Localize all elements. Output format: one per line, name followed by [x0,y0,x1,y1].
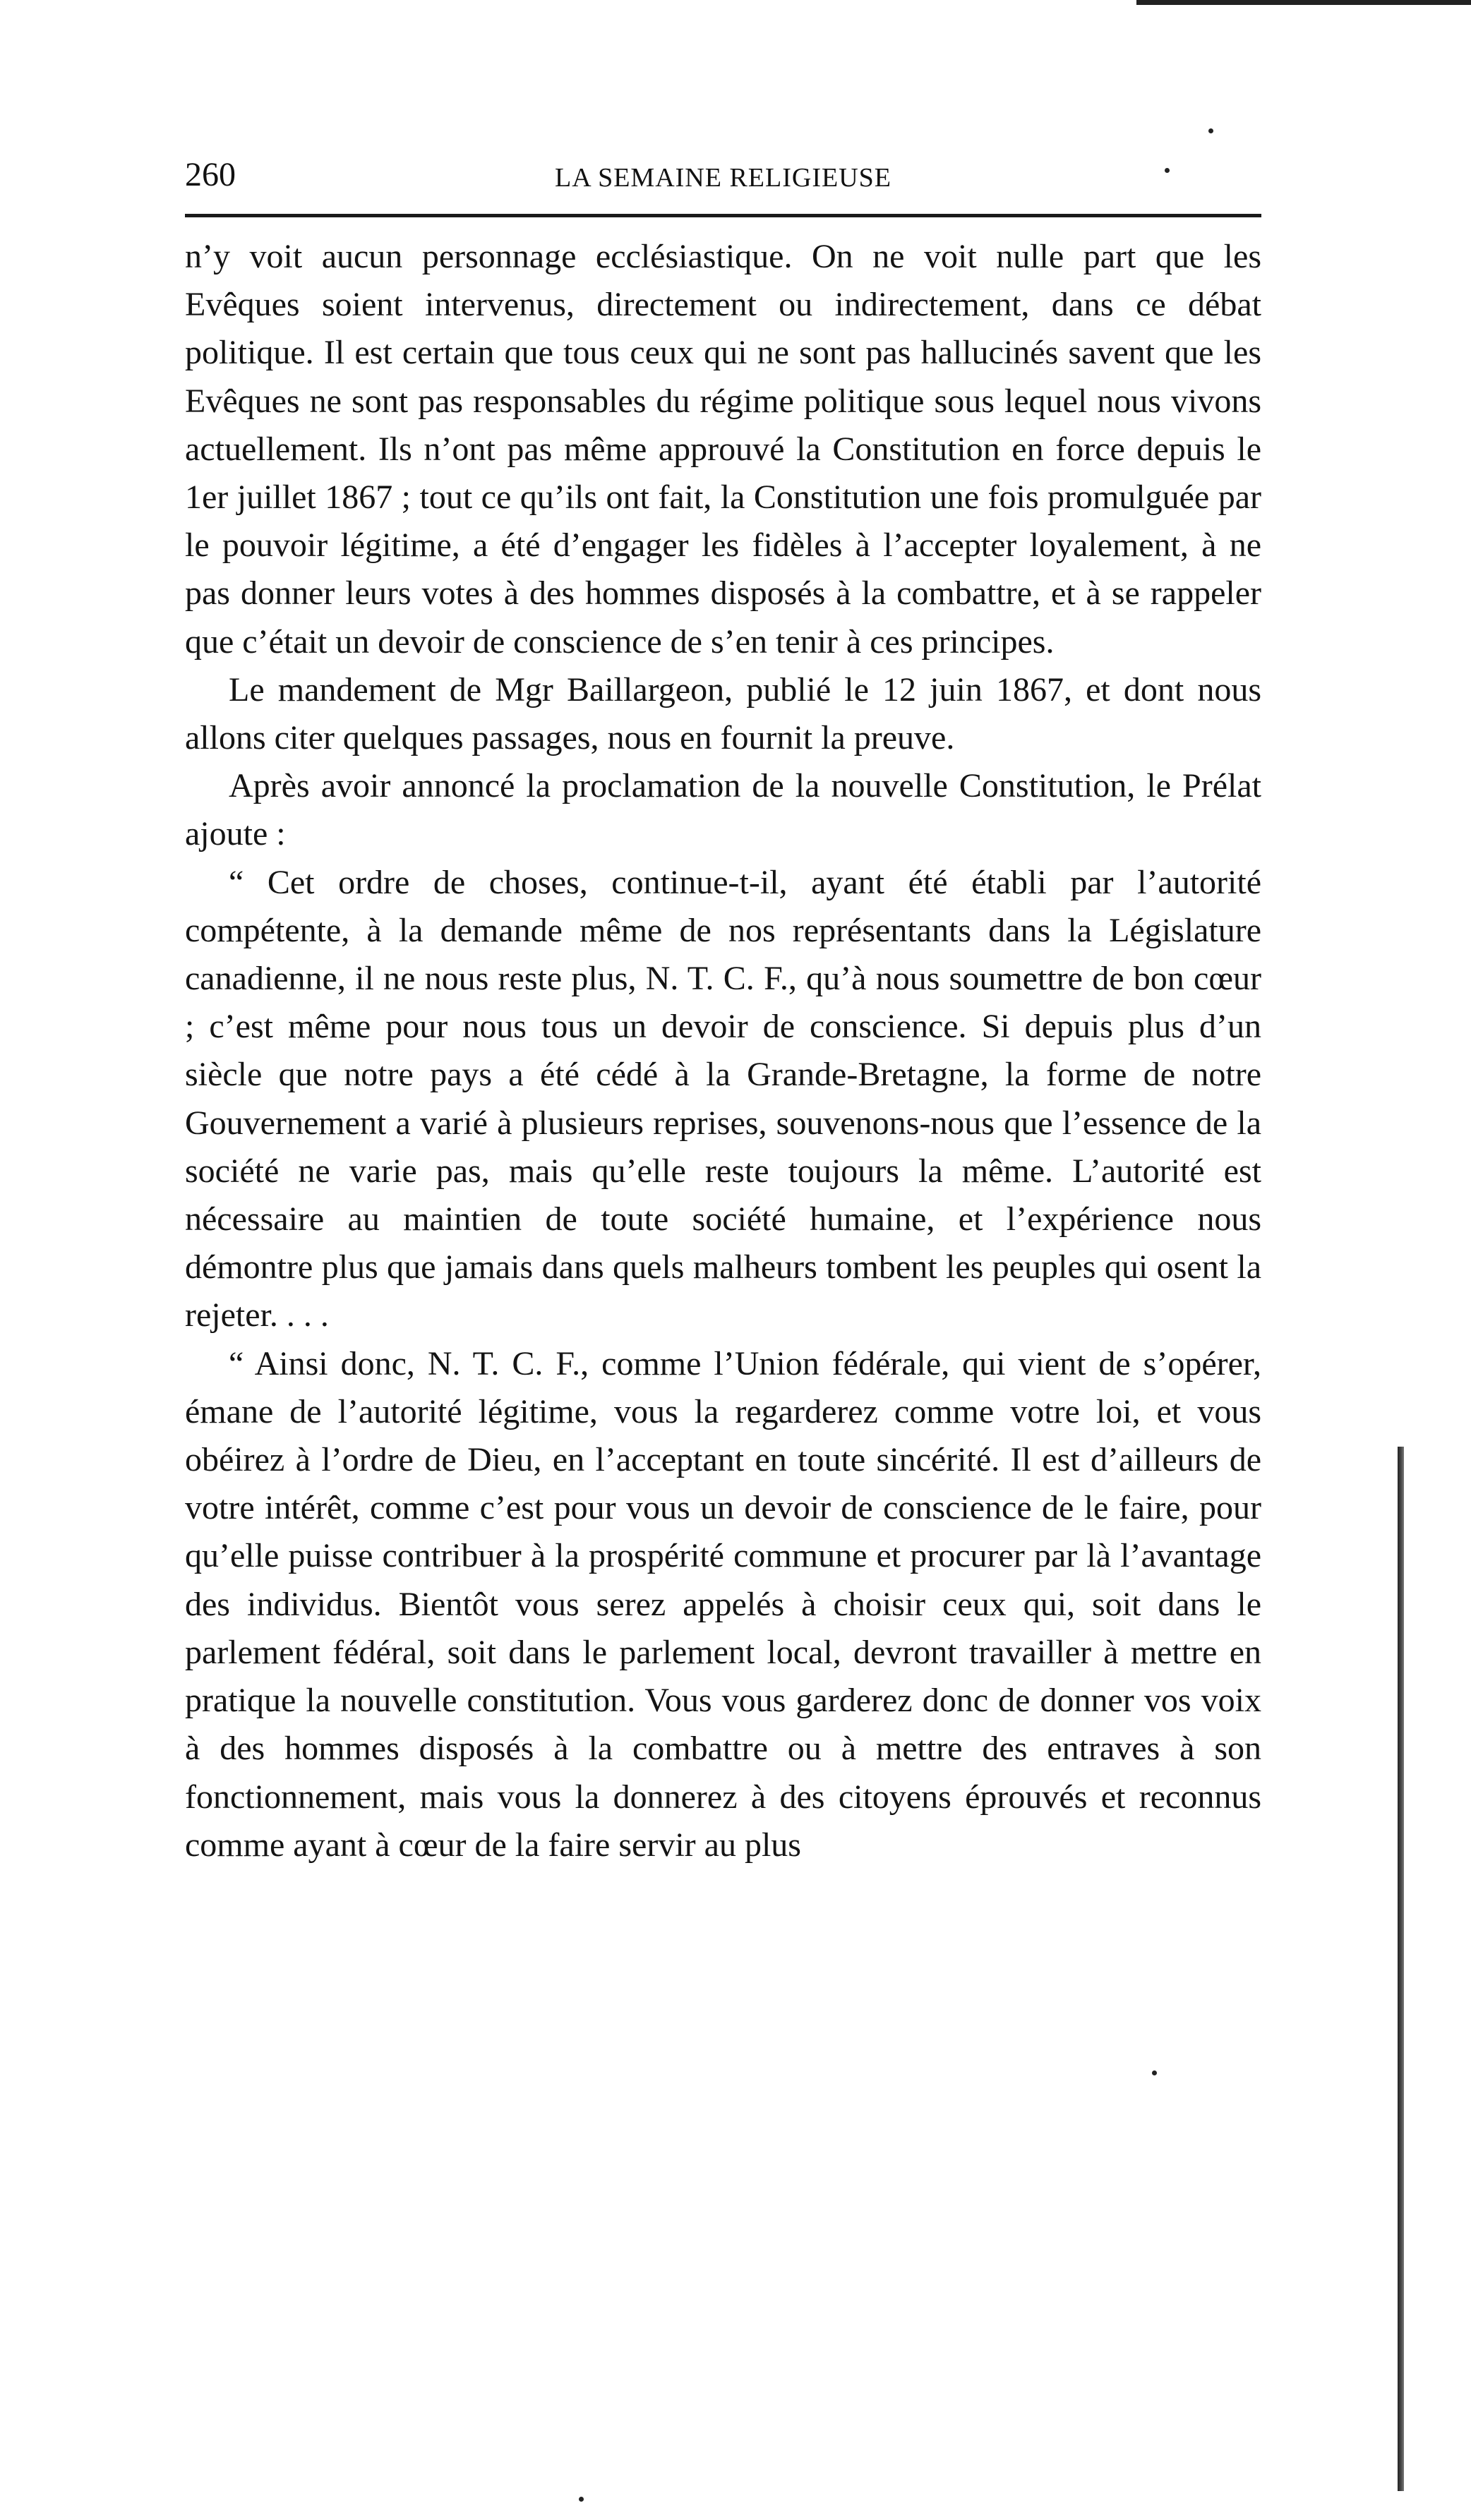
speck [579,2497,584,2502]
quoted-paragraph: “ Cet ordre de choses, continue-t-il, ayant été établi par l’autorité compétente, à la demande même de nos représentants dans la Législature canadienne, il ne nous reste plus, N. T. C. F., qu’à nous soumettre de bon cœur ; c’est même pour nous tous un devoir de conscience. Si depuis plus d’un siècle que notre pays a été cédé à la Grande-Bretagne, la forme de notre Gouvernement a varié à plusieurs reprises, souvenons-nous que l’essence de la société ne varie pas, mais qu’elle reste toujours la même. L’autorité est nécessaire au maintien de toute société humaine, et l’expérience nous démontre plus que jamais dans quels malheurs tombent les peuples qui osent la rejeter. . . . [185,863,1261,1334]
page-number: 260 [185,156,236,193]
speck [1208,128,1213,133]
header-rule [185,214,1261,217]
page-header [185,154,1261,203]
scan-edge-top [1136,0,1471,5]
speck [1152,2070,1157,2075]
paragraph: Le mandement de Mgr Baillargeon, publié le 12 juin 1867, et dont nous allons citer quelques passages, nous en fournit la preuve. [185,670,1261,757]
quoted-paragraph: “ Ainsi donc, N. T. C. F., comme l’Union fédérale, qui vient de s’opérer, émane de l’autorité légitime, vous la regarderez comme votre loi, et vous obéirez à l’ordre de Dieu, en l’acceptant en toute sincérité. Il est d’ailleurs de votre intérêt, comme c’est pour vous un devoir de conscience de le faire, pour qu’elle puisse contribuer à la prospérité commune et procurer par là l’avantage des individus. Bientôt vous serez appelés à choisir ceux qui, soit dans le parlement fédéral, soit dans le parlement local, devront travailler à mettre en pratique la nouvelle constitution. Vous vous garderez donc de donner vos voix à des hommes disposés à la combattre ou à mettre des entraves à son fonctionnement, mais vous la donnerez à des citoyens éprouvés et reconnus comme ayant à cœur de la faire servir au plus [185,1344,1261,1864]
body-text [185,233,1261,1869]
paragraph: n’y voit aucun personnage ecclésiastique. On ne voit nulle part que les Evêques soient intervenus, directement ou indirectement, dans ce débat politique. Il est certain que tous ceux qui ne sont pas hallucinés savent que les Evêques ne sont pas responsables du régime politique sous lequel nous vivons actuellement. Ils n’ont pas même approuvé la Constitution en force depuis le 1er juillet 1867 ; tout ce qu’ils ont fait, la Constitution une fois promulguée par le pouvoir légitime, a été d’engager les fidèles à l’accepter loyalement, à ne pas donner leurs votes à des hommes disposés à la combattre, et à se rappeler que c’était un devoir de conscience de s’en tenir à ces principes. [185,238,1261,661]
scan-edge-right [1398,1447,1404,2491]
paragraph: Après avoir annoncé la proclamation de la nouvelle Constitution, le Prélat ajoute : [185,767,1261,853]
running-title: LA SEMAINE RELIGIEUSE [555,163,891,193]
